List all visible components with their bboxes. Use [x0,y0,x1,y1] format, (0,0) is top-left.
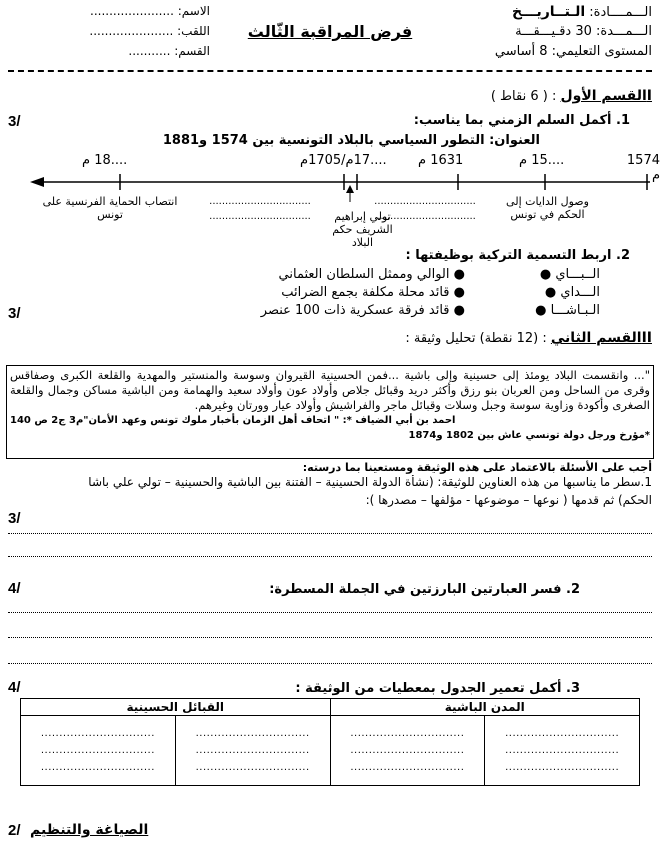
p2-q3-label: 3. أكمل تعمير الجدول بمعطيات من الوثيقة : [295,681,580,696]
match-right-2: ● قائد محلة مكلفة بجمع الضرائب [281,285,465,300]
p2-q3-mark: 4/ [8,679,21,696]
level-line [495,44,652,59]
cell-tribes-4[interactable]: ............................... [40,728,155,739]
p2-q1-mark: 3/ [8,510,21,527]
event-blank-3: ................................ [209,196,311,207]
answer-line-4[interactable] [8,637,652,638]
tick-label-18xx: ....18 م [82,153,128,168]
q2-label: 2. اربط التسمية التركية بوظيفتها : [405,248,630,263]
answer-line-3[interactable] [8,612,652,613]
table-header-tribes: القبائل الحسينية [21,699,331,716]
tick-label-1631: 1631 م [418,153,464,168]
p2-q2-mark: 4/ [8,580,21,597]
match-left-bey: الــبـــاي ● [539,267,600,282]
document-source: احمد بن أبي الضياف *: " اتحاف أهل الزمان بأخبار ملوك تونس وعهد الأمان"م3 ج2 ص 140 [10,415,456,426]
event-blank-2: ................................ [374,211,476,222]
p2-q2-label: 2. فسر العبارتين البارزتين في الجملة المسطرة: [269,582,580,597]
match-left-pasha: الـبـاشـــا ● [535,303,600,318]
subject-value: الـتــاريـــخ [512,4,586,20]
match-left-list [535,266,600,320]
document-box [6,365,654,459]
match-left-dey: الـــداي ● [544,285,600,300]
document-text: "... وانقسمت البلاد يومئذ إلى حسينية وإلى باشية ...فمن الحسينية القيروان وسوسة والمنستير والمهدية والقلعة الكبرى وصفاقس وقرى من الساحل ومن العربان بنو رزق وأكثر دريد وقبائل جلاص وأولاد عون وأولاد سعيد والهمامة ومن الباشية مساكن وجمال والقلعة الصغرى وأكودة وزاوية سوسة وجبل وسلات وقبائل ماجر والفراشيش وأولاد عيار وورتان وغيرهم. [10,368,650,412]
cell-cities-3[interactable]: ............................... [505,762,620,773]
document-note: *مؤرخ ورجل دولة تونسي عاش بين 1802 و1874 [408,430,650,441]
table-header-cities: المدن الباشية [330,699,640,716]
cell-cities-6[interactable]: ............................... [350,762,465,773]
class-field: القسم: ........... [128,44,210,58]
p2-q1-line2: الحكم) ثم قدمها ( نوعها – موضوعها - مؤلفها – مصدرها ): [365,493,652,507]
duration-value: 30 دقـيـــقـــة [515,24,592,39]
event-protectorate: انتصاب الحماية الفرنسية على تونس [42,195,178,221]
match-right-3: ● قائد فرقة عسكرية ذات 100 عنصر [260,303,465,318]
instruction: أجب على الأسئلة بالاعتماد على هذه الوثيقة ومستعينا بما درسته: [302,461,652,474]
cell-tribes-3[interactable]: ............................... [195,762,310,773]
event-blank-4: ................................ [209,211,311,222]
style-heading: الصياغة والتنظيم [30,822,149,838]
tick-label-17xx: ....17م/1705م [300,153,387,168]
answer-line-2[interactable] [8,556,652,557]
q2-mark: 3/ [8,305,21,322]
level-label: المستوى التعليمي: [551,44,652,59]
duration-label: الـــمـــدة: [596,24,652,39]
cell-tribes-5[interactable]: ............................... [40,745,155,756]
answer-line-1[interactable] [8,533,652,534]
cell-tribes-1[interactable]: ............................... [195,728,310,739]
cell-tribes-2[interactable]: ............................... [195,745,310,756]
event-dayat: وصول الدايات إلى الحكم في تونس [506,195,589,221]
level-value: 8 أساسي [494,44,548,59]
q1-mark: 3/ [8,113,21,130]
q1-label: 1. أكمل السلم الزمني بما يناسب: [413,113,630,128]
part1-points: : ( 6 نقاط ) [490,89,557,104]
match-right-list [261,266,465,320]
style-mark: 2/ [8,822,21,839]
part2-heading [405,330,652,346]
event-ibrahim: تولي إبراهيم الشريف حكم البلاد [332,210,393,249]
event-blank-1: ................................ [374,196,476,207]
header-divider [8,70,652,72]
match-right-1: ● الوالي وممثل السلطان العثماني [278,267,465,282]
part2-title: IIالقسم الثاني [550,330,652,346]
cell-cities-4[interactable]: ............................... [350,728,465,739]
p2-q1-line1: 1.سطر ما يناسبها من هذه العناوين للوثيقة: (نشأة الدولة الحسينية – الفتنة بين الباشية والحسينية – تولي علي باشا [88,475,652,489]
subject-label: الـــمــــادة: [589,5,652,20]
subject-line [512,4,652,20]
timeline-title: العنوان: التطور السياسي بالبلاد التونسية بين 1574 و1881 [162,133,540,148]
tick-label-1574: 1574 م [626,153,660,183]
page-title: فرض المراقبة الثّالث [247,22,413,41]
answer-line-5[interactable] [8,663,652,664]
data-table [20,698,640,786]
name-field: الاسم: ...................... [90,4,210,18]
part2-points: : (12 نقطة) تحليل وثيقة : [405,331,547,346]
cell-cities-5[interactable]: ............................... [350,745,465,756]
tick-label-15xx: ....15 م [519,153,565,168]
cell-tribes-6[interactable]: ............................... [40,762,155,773]
cell-cities-1[interactable]: ............................... [505,728,620,739]
cell-cities-2[interactable]: ............................... [505,745,620,756]
timeline-arrow [30,177,44,187]
pointer-arrow [346,185,354,193]
part1-heading [491,88,652,104]
surname-field: اللقب: ...................... [89,24,210,38]
part1-title: Iالقسم الأول [560,88,652,104]
